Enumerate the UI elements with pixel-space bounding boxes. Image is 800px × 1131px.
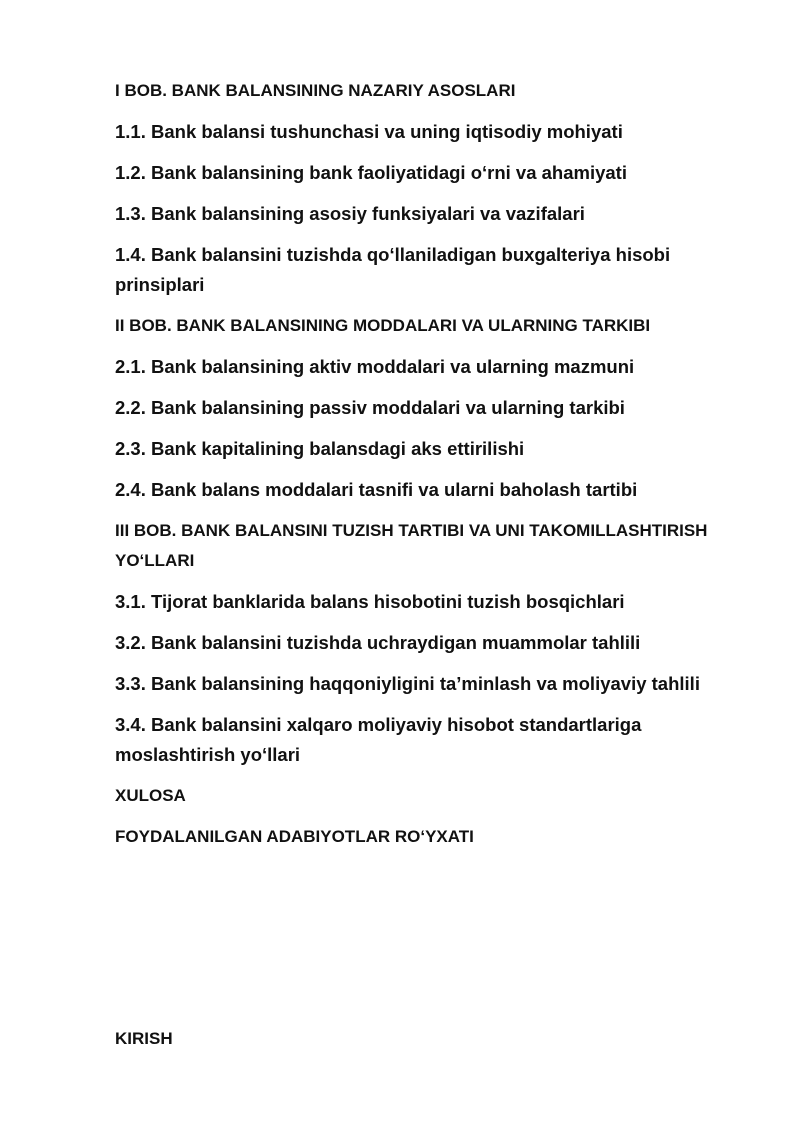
toc-conclusion: XULOSA	[115, 786, 186, 805]
toc-section-2-1: 2.1. Bank balansining aktiv moddalari va ularning mazmuni	[115, 356, 635, 377]
toc-section-2-4: 2.4. Bank balans moddalari tasnifi va ularni baholash tartibi	[115, 479, 638, 500]
introduction-heading: KIRISH	[115, 1029, 173, 1048]
toc-section-2-2: 2.2. Bank balansining passiv moddalari va ularning tarkibi	[115, 397, 625, 418]
table-of-contents	[115, 76, 755, 852]
toc-section-1-1: 1.1. Bank balansi tushunchasi va uning iqtisodiy mohiyati	[115, 121, 623, 142]
toc-section-1-4: 1.4. Bank balansini tuzishda qo‘llaniladigan buxgalteriya hisobi prinsiplari	[115, 244, 671, 295]
toc-section-1-3: 1.3. Bank balansining asosiy funksiyalari va vazifalari	[115, 203, 585, 224]
toc-chapter-1: I BOB. BANK BALANSINING NAZARIY ASOSLARI	[115, 81, 516, 100]
toc-section-1-2: 1.2. Bank balansining bank faoliyatidagi o‘rni va ahamiyati	[115, 162, 627, 183]
toc-section-2-3: 2.3. Bank kapitalining balansdagi aks ettirilishi	[115, 438, 525, 459]
toc-section-3-2: 3.2. Bank balansini tuzishda uchraydigan muammolar tahlili	[115, 632, 641, 653]
toc-section-3-3: 3.3. Bank balansining haqqoniyligini ta’minlash va moliyaviy tahlili	[115, 673, 700, 694]
toc-chapter-2: II BOB. BANK BALANSINING MODDALARI VA ULARNING TARKIBI	[115, 316, 651, 335]
toc-section-3-4: 3.4. Bank balansini xalqaro moliyaviy hisobot standartlariga moslashtirish yo‘llari	[115, 714, 642, 765]
toc-chapter-3: III BOB. BANK BALANSINI TUZISH TARTIBI VA UNI TAKOMILLASHTIRISH YO‘LLARI	[115, 521, 708, 570]
toc-references: FOYDALANILGAN ADABIYOTLAR RO‘YXATI	[115, 827, 474, 846]
toc-section-3-1: 3.1. Tijorat banklarida balans hisobotini tuzish bosqichlari	[115, 591, 625, 612]
